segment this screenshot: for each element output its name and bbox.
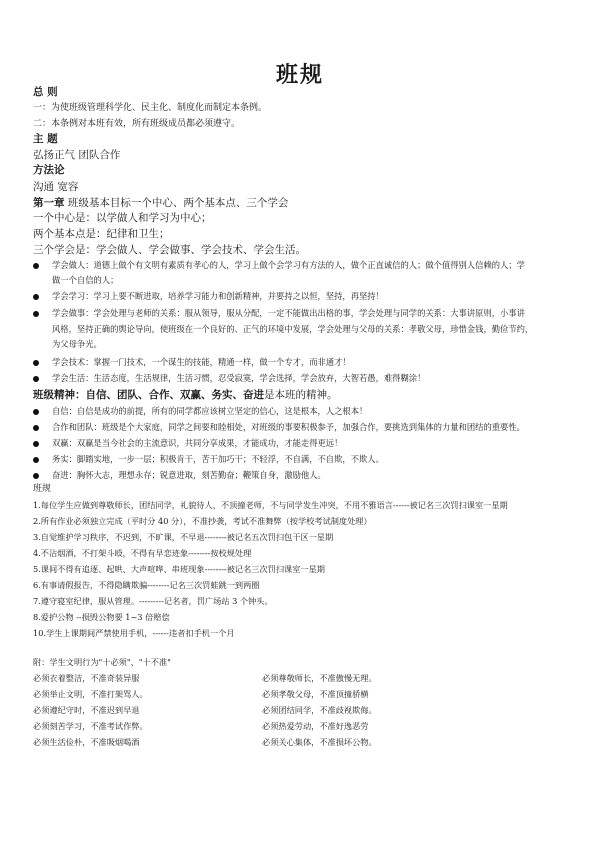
general-heading: 总 则 [33,86,58,98]
general-item: 一：为使班级管理科学化、民主化、制度化而制定本条例。 [33,103,268,113]
rule-item: 1.每位学生应做到尊敬师长，团结同学，礼貌待人，不顶撞老师，不与同学发生冲突，不用不雅语言------被记名三次罚扫课室一星期 [33,500,508,510]
appendix-right-item: 必须团结同学，不准歧视欺侮。 [262,705,377,715]
learn-bullet-line: 学会做事：学会处理与老师的关系：服从领导，服从分配，一定不能做出出格的事，学会处理与同学的关系：大事讲原则，小事讲 [52,308,525,318]
bullet-dot [33,360,39,366]
method-text: 沟通 宽容 [33,181,79,193]
rule-item: 8.爱护公物 --损毁公物要 1~3 倍赔偿 [33,612,170,622]
bullet-dot [33,263,39,269]
rule-item: 4.不沾烟酒，不打架斗殴，不得有早恋迹象--------按校规处理 [33,548,252,558]
method-heading: 方法论 [33,164,65,176]
chapter1-line: 两个基本点是：纪律和卫生； [33,228,170,240]
appendix-left-item: 必须遵纪守时，不准迟到早退 [33,705,140,715]
appendix-left-item: 必须衣着整洁，不准奇装异服 [33,673,140,683]
theme-text: 弘扬正气 团队合作 [33,149,121,161]
spirit-heading [33,389,338,402]
chapter1-title: 班级基本目标一个中心、两个基本点、三个学会 [64,197,289,209]
theme-heading: 主 题 [33,133,58,145]
learn-bullet-line: 风格，坚持正确的舆论导向，使班级在一个良好的、正气的环境中发展，学会处理与父母的关系：孝敬父母，珍惜金钱，勤俭节约， [52,324,534,334]
spirit-bullet: 奋进：胸怀大志，理想永存；锐意进取，刻苦勤奋；鞭策自身，激励他人。 [52,470,326,480]
rule-item: 7.遵守寝室纪律，服从管理。---------记名者，罚广场站 3 个钟头。 [33,596,273,606]
bullet-dot [33,311,39,317]
general-item: 二：本条例对本班有效，所有班级成员都必须遵守。 [33,119,241,129]
bullet-dot [33,457,39,463]
spirit-bullet: 双赢：双赢是当今社会的主流意识，共同分享成果，才能成功，才能走得更远！ [52,438,343,448]
page-title: 班规 [275,63,324,88]
chapter1-label: 第一章 [33,197,65,209]
appendix-left-item: 必须刻苦学习，不准考试作弊。 [33,721,148,731]
appendix-left-item: 必须生活俭朴，不准吸烟喝酒 [33,737,140,747]
rules-heading: 班规 [33,484,52,494]
learn-bullet-line: 学会技术：掌握一门技术，一个谋生的技能，精通一样，做一个专才，而非通才！ [52,357,351,367]
chapter1-line: 一个中心是：以学做人和学习为中心； [33,212,212,224]
learn-bullet-line: 做一个自信的人； [52,275,119,285]
learn-bullet-line: 学会学习：学习上要不断进取，培养学习能力和创新精神，并要持之以恒，坚持，再坚持！ [52,291,384,301]
spirit-label: 班级精神：自信、团队、合作、双赢、务实、奋进 [33,389,264,401]
chapter1-heading [33,197,288,210]
rule-item: 6.有事请假报告，不得隐瞒欺骗--------记名三次罚蛙跳一到两圈 [33,580,260,590]
spirit-bullet: 务实：脚踏实地，一步一层；积极肯干，苦干加巧干；不轻浮，不自满，不自欺，不欺人。 [52,454,384,464]
rule-item: 5.课间不得有追逐、起哄、大声喧哗、串班现象--------被记名三次罚扫课室一星期 [33,564,325,574]
spirit-bullet: 自信：自信是成功的前提，所有的同学都应该树立坚定的信心，这是根本，人之根本！ [52,406,368,416]
rule-item: 10.学生上课期间严禁使用手机，------违者扣手机一个月 [33,628,235,638]
appendix-right-item: 必须热爱劳动，不准好逸恶劳 [262,721,369,731]
rule-item: 2.所有作业必须独立完成（平时分 40 分），不准抄袭，考试不准舞弊（按学校考试制度处理） [33,516,372,526]
bullet-dot [33,473,39,479]
appendix-right-item: 必须孝敬父母，不准顶撞骄横 [262,689,369,699]
rule-item: 3.自觉维护学习秩序，不迟到，不旷课，不早退--------被记名五次罚扫包干区一星期 [33,532,334,542]
appendix-right-item: 必须关心集体，不准损坏公物。 [262,737,377,747]
learn-bullet-line: 学会生活：生活态度，生活规律，生活习惯，忍受寂寞，学会选择，学会放弃，大智若愚，难得糊涂！ [52,373,426,383]
bullet-dot [33,425,39,431]
appendix-left-item: 必须举止文明，不准打架骂人。 [33,689,148,699]
bullet-dot [33,376,39,382]
appendix-right-item: 必须尊敬师长，不准傲慢无理。 [262,673,377,683]
spirit-suffix: 是本班的精神。 [264,389,338,401]
learn-bullet-line: 为父母争光。 [52,339,102,349]
learn-bullet-line: 学会做人：道德上做个有文明有素质有孝心的人，学习上做个会学习有方法的人，做个正直诚信的人；做个值得别人信赖的人；学 [52,260,525,270]
spirit-bullet: 合作和团队：班级是个大家庭，同学之间要和睦相处，对班级的事要积极参予，加强合作，要挑选到集体的力量和团结的重要性。 [52,422,525,432]
chapter1-line: 三个学会是：学会做人、学会做事、学会技术、学会生活。 [33,244,306,256]
bullet-dot [33,294,39,300]
bullet-dot [33,409,39,415]
bullet-dot [33,441,39,447]
appendix-heading: 附：学生文明行为"十必须"、"十不准" [33,657,171,667]
